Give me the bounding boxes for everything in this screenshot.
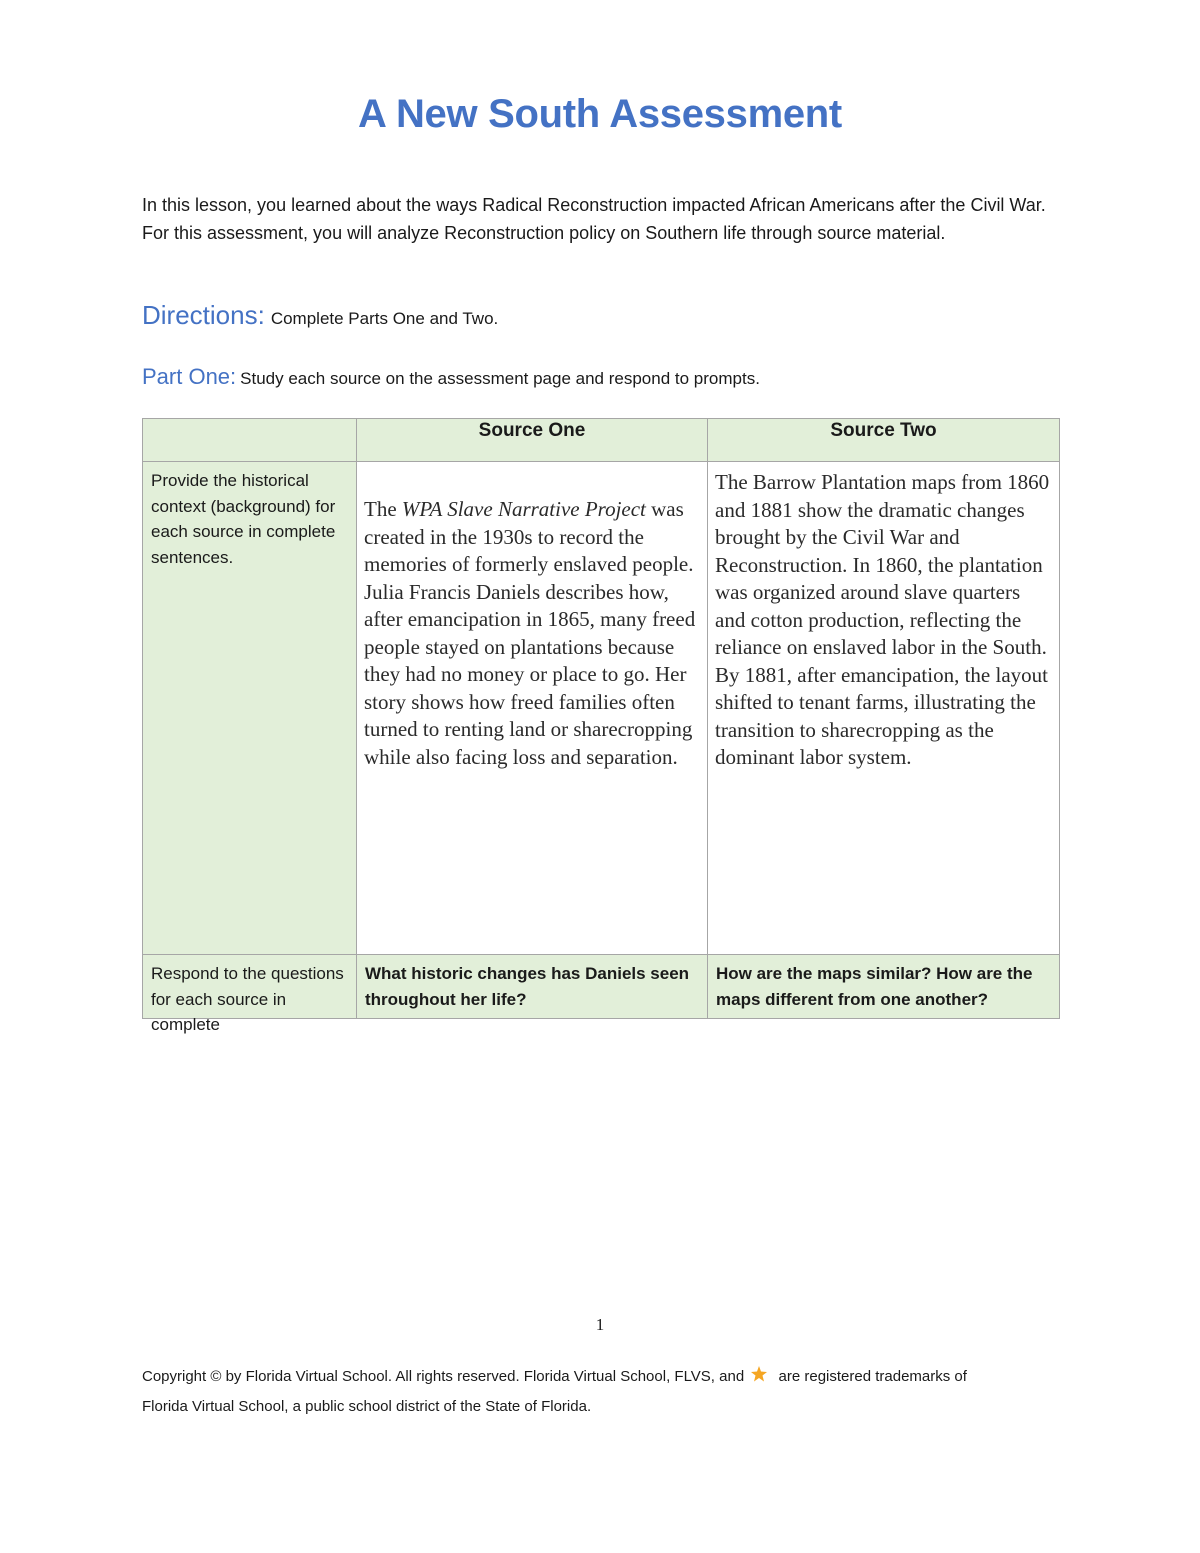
source-one-question: What historic changes has Daniels seen throughout her life?	[357, 955, 708, 1019]
table-row-context	[143, 462, 1060, 955]
flvs-logo-icon	[750, 1365, 768, 1383]
questions-row-label: Respond to the questions for each source in complete	[151, 964, 344, 1034]
questions-row-label-cell	[143, 955, 357, 1034]
copyright-footer	[142, 1362, 1062, 1422]
page-number: 1	[595, 1315, 605, 1334]
footer-text-before-logo: Copyright © by Florida Virtual School. All rights reserved. Florida Virtual School, FLVS, and	[142, 1368, 745, 1385]
directions-line	[142, 300, 1062, 331]
header-source-one: Source One	[357, 419, 708, 462]
footer-text-after-logo: are registered trademarks of	[778, 1368, 967, 1385]
source-one-italic-title: WPA Slave Narrative Project	[401, 497, 646, 521]
directions-text: Complete Parts One and Two.	[270, 309, 499, 328]
page-title: A New South Assessment	[358, 92, 842, 136]
footer-line-two: Florida Virtual School, a public school district of the State of Florida.	[142, 1398, 592, 1415]
intro-paragraph: In this lesson, you learned about the ways Radical Reconstruction impacted African Americans after the Civil War. For this assessment, you will analyze Reconstruction policy on Southern life through source material.	[142, 195, 1046, 243]
table-header-row	[143, 419, 1060, 462]
part-one-line	[142, 364, 1062, 390]
source-two-question: How are the maps similar? How are the maps different from one another?	[708, 955, 1060, 1019]
header-empty-cell	[143, 419, 357, 462]
part-one-label: Part One:	[142, 364, 237, 389]
header-source-two: Source Two	[708, 419, 1060, 462]
directions-label: Directions:	[142, 300, 265, 330]
source-one-prefix: The	[364, 497, 402, 521]
source-one-rest: was created in the 1930s to record the memories of formerly enslaved people. Julia Francis Daniels describes how, after emancipation in 1865, many freed people stayed on plantations because they had no money or place to go. Her story shows how freed families often turned to renting land or sharecropping while also facing loss and separation.	[364, 497, 696, 769]
context-row-label: Provide the historical context (background) for each source in complete sentences.	[143, 462, 357, 955]
source-one-context-answer[interactable]	[357, 462, 708, 955]
part-one-text: Study each source on the assessment page and respond to prompts.	[240, 369, 760, 388]
source-two-context-answer[interactable]: The Barrow Plantation maps from 1860 and 1881 show the dramatic changes brought by the Civil War and Reconstruction. In 1860, the plantation was organized around slave quarters and cotton production, reflecting the reliance on enslaved labor in the South. By 1881, after emancipation, the layout shifted to tenant farms, illustrating the transition to sharecropping as the dominant labor system.	[708, 462, 1060, 955]
table-row-questions	[143, 955, 1060, 1019]
assessment-table	[142, 418, 1060, 1034]
